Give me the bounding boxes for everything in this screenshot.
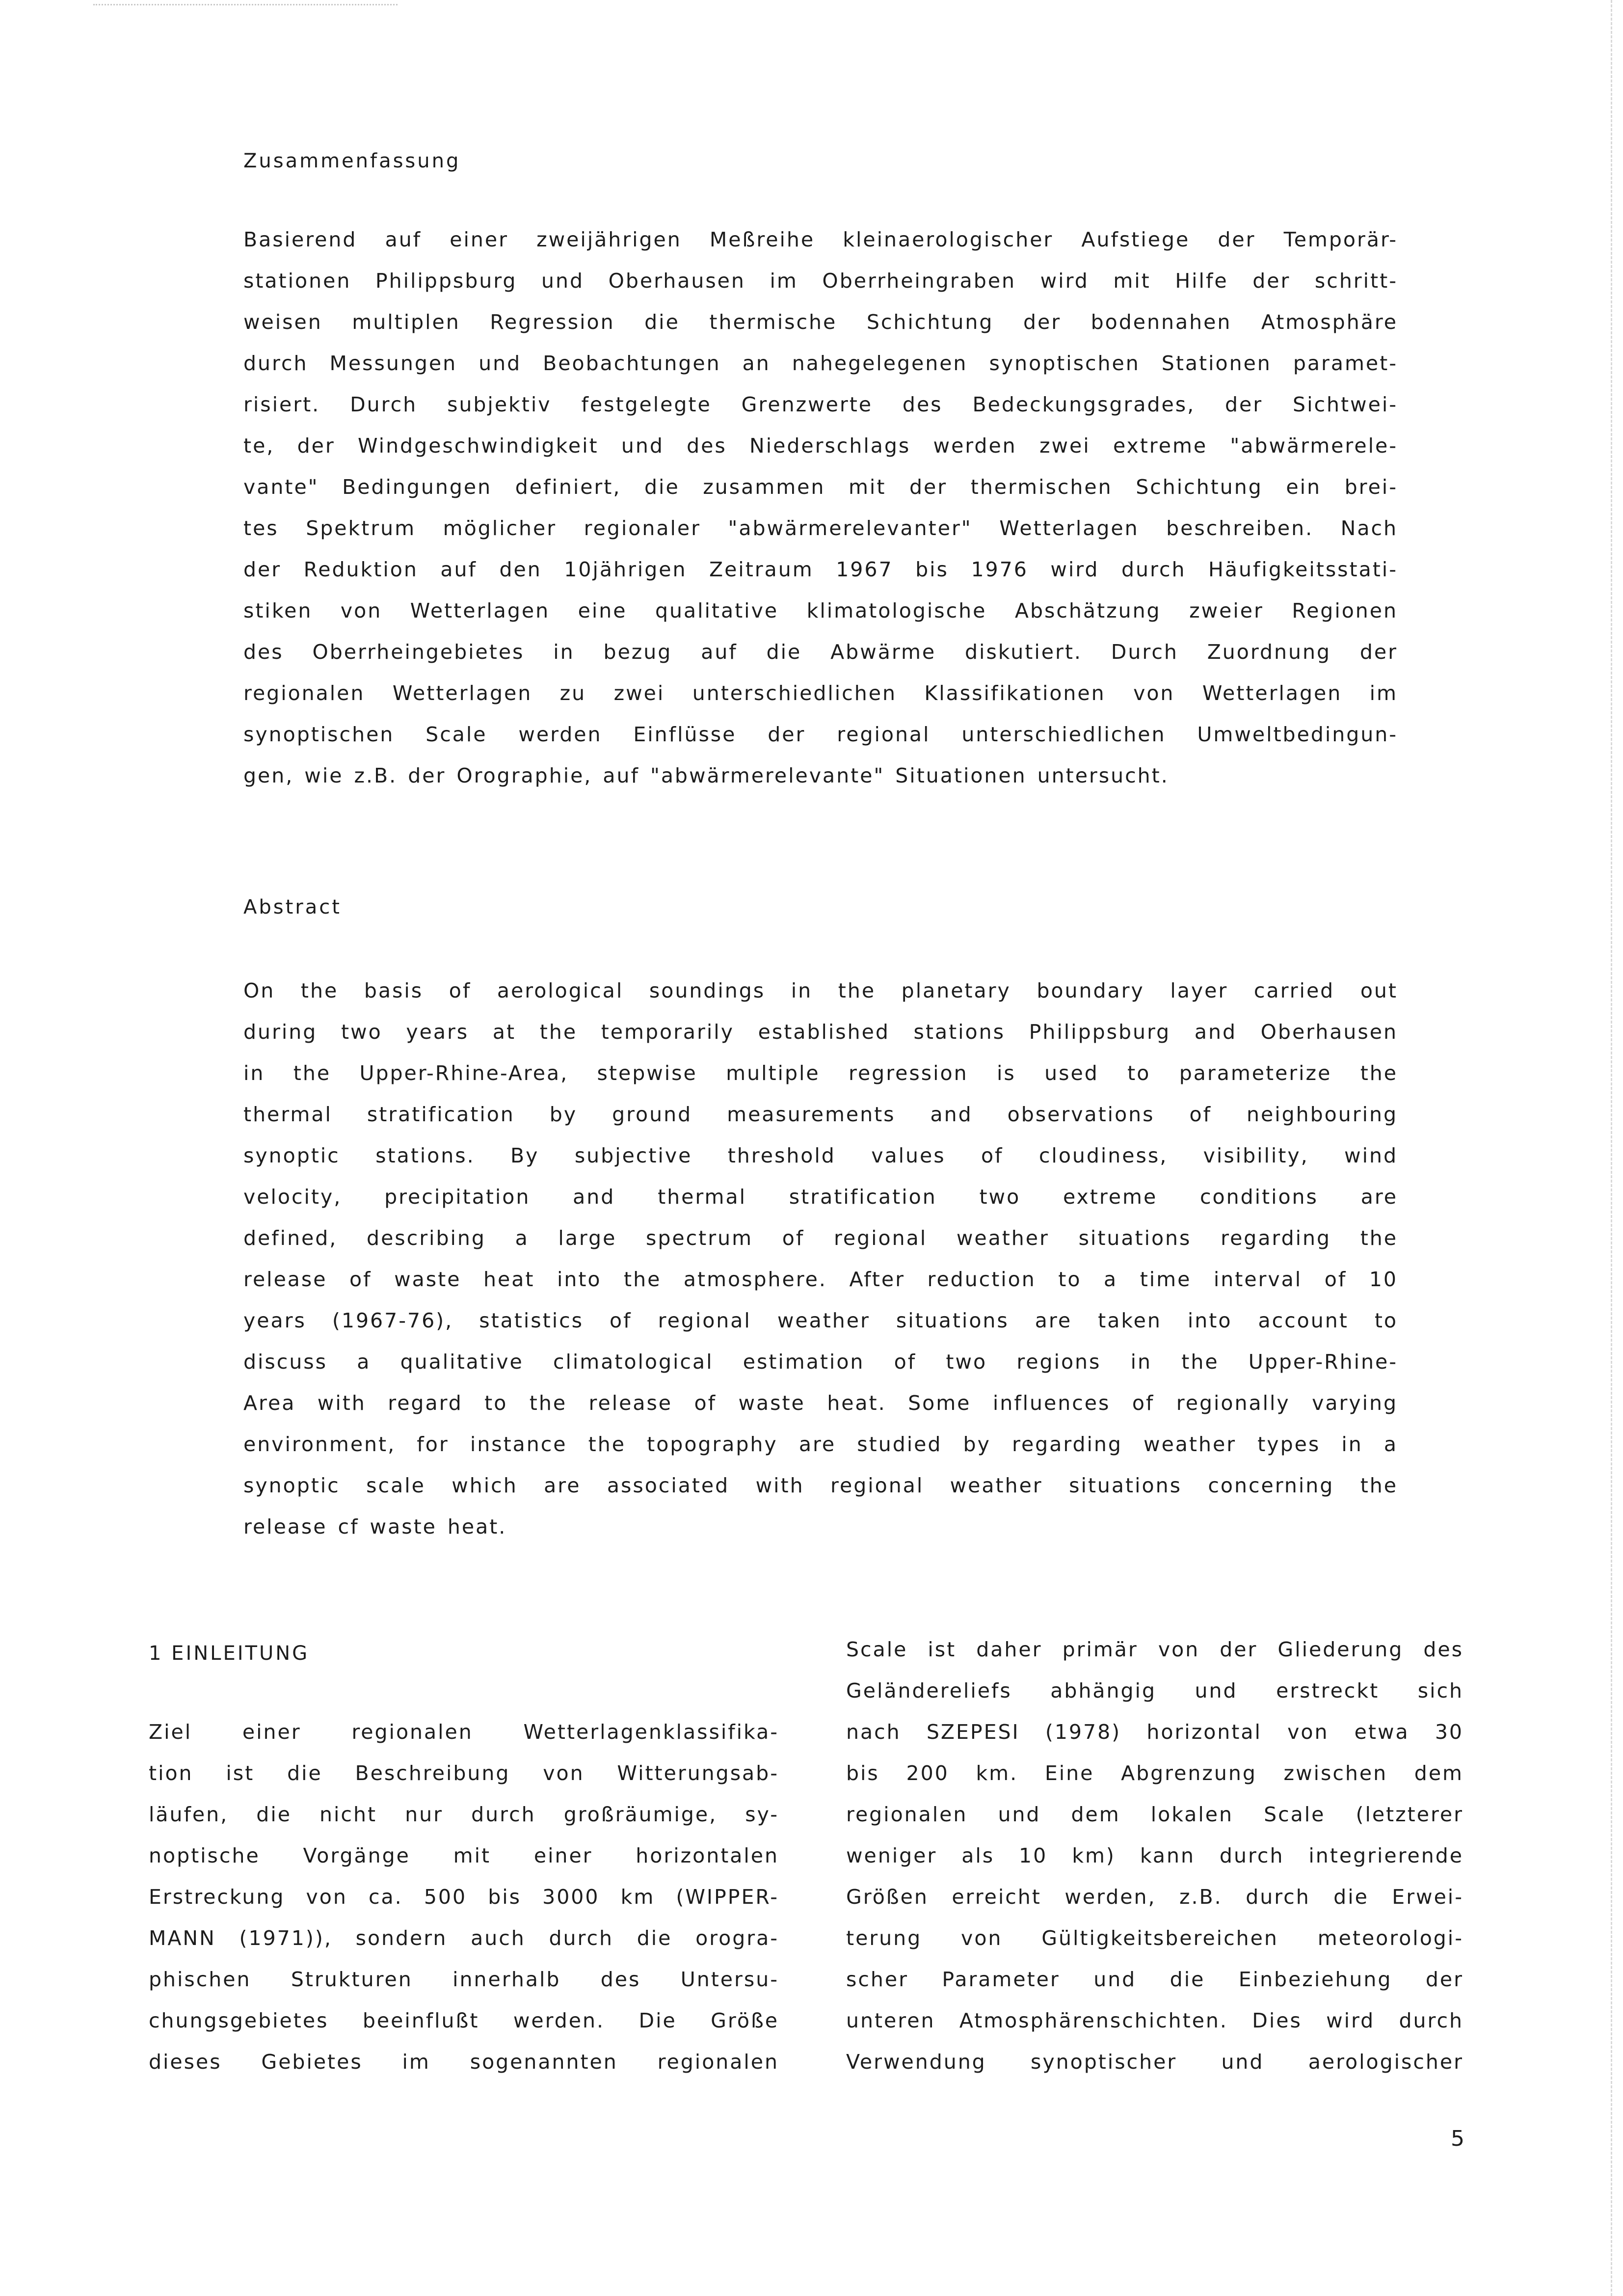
text-line: noptische Vorgänge mit einer horizontalen [149, 1844, 779, 1867]
text-line: Basierend auf einer zweijährigen Meßreihe kleinaerologischer Aufstiege der Temporär- [243, 228, 1398, 251]
text-line: environment, for instance the topography are studied by regarding weather types in a [243, 1432, 1398, 1456]
text-line: On the basis of aerological soundings in the planetary boundary layer carried out [243, 979, 1398, 1002]
text-line: synoptischen Scale werden Einflüsse der regional unterschiedlichen Umweltbedingun- [243, 723, 1398, 746]
text-line: Area with regard to the release of waste heat. Some influences of regionally varying [243, 1391, 1398, 1415]
text-line: in the Upper-Rhine-Area, stepwise multiple regression is used to parameterize the [243, 1061, 1398, 1085]
einleitung-right-column [846, 1629, 1463, 2082]
text-line: terung von Gültigkeitsbereichen meteorologi- [846, 1926, 1463, 1950]
text-line: tion ist die Beschreibung von Witterungsab- [149, 1761, 779, 1785]
text-line: stiken von Wetterlagen eine qualitative klimatologische Abschätzung zweier Regionen [243, 599, 1398, 622]
text-line: Geländereliefs abhängig und erstreckt sich [846, 1679, 1463, 1702]
text-line: years (1967-76), statistics of regional weather situations are taken into account to [243, 1309, 1398, 1332]
abstract-body [243, 970, 1398, 1547]
text-line: bis 200 km. Eine Abgrenzung zwischen dem [846, 1761, 1463, 1785]
zusammenfassung-body [243, 219, 1398, 796]
text-line: dieses Gebietes im sogenannten regionalen [149, 2050, 779, 2074]
text-line: tes Spektrum möglicher regionaler "abwärmerelevanter" Wetterlagen beschreiben. Nach [243, 516, 1398, 540]
abstract-heading: Abstract [243, 896, 342, 918]
text-line: release cf waste heat. [243, 1515, 507, 1539]
text-line: te, der Windgeschwindigkeit und des Niederschlags werden zwei extreme "abwärmerele- [243, 434, 1398, 458]
text-line: discuss a qualitative climatological estimation of two regions in the Upper-Rhine- [243, 1350, 1398, 1374]
text-line: velocity, precipitation and thermal stratification two extreme conditions are [243, 1185, 1398, 1209]
text-line: defined, describing a large spectrum of regional weather situations regarding the [243, 1226, 1398, 1250]
text-line: Ziel einer regionalen Wetterlagenklassifika- [149, 1720, 779, 1744]
text-line: release of waste heat into the atmosphere. After reduction to a time interval of 10 [243, 1268, 1398, 1291]
scan-artifact-top [93, 4, 398, 7]
text-line: läufen, die nicht nur durch großräumige, sy- [149, 1803, 779, 1826]
text-line: thermal stratification by ground measurements and observations of neighbouring [243, 1103, 1398, 1126]
text-line: Scale ist daher primär von der Gliederung des [846, 1638, 1463, 1661]
zusammenfassung-heading: Zusammenfassung [243, 150, 461, 172]
einleitung-left-column [149, 1711, 779, 2082]
text-line: regionalen und dem lokalen Scale (letzterer [846, 1803, 1463, 1826]
text-line: der Reduktion auf den 10jährigen Zeitraum 1967 bis 1976 wird durch Häufigkeitsstati- [243, 558, 1398, 581]
text-line: weniger als 10 km) kann durch integrierende [846, 1844, 1463, 1867]
text-line: nach SZEPESI (1978) horizontal von etwa 30 [846, 1720, 1463, 1744]
text-line: unteren Atmosphärenschichten. Dies wird durch [846, 2009, 1463, 2032]
text-line: vante" Bedingungen definiert, die zusammen mit der thermischen Schichtung ein brei- [243, 475, 1398, 499]
text-line: Verwendung synoptischer und aerologischer [846, 2050, 1463, 2074]
text-line: Erstreckung von ca. 500 bis 3000 km (WIPPER- [149, 1885, 779, 1909]
text-line: des Oberrheingebietes in bezug auf die Abwärme diskutiert. Durch Zuordnung der [243, 640, 1398, 664]
text-line: gen, wie z.B. der Orographie, auf "abwärmerelevante" Situationen untersucht. [243, 764, 1169, 787]
text-line: synoptic stations. By subjective threshold values of cloudiness, visibility, wind [243, 1144, 1398, 1167]
scan-artifact-right-edge [1611, 0, 1612, 2296]
text-line: risiert. Durch subjektiv festgelegte Grenzwerte des Bedeckungsgrades, der Sichtwei- [243, 393, 1398, 416]
text-line: weisen multiplen Regression die thermische Schichtung der bodennahen Atmosphäre [243, 310, 1398, 334]
text-line: during two years at the temporarily established stations Philippsburg and Oberhausen [243, 1020, 1398, 1044]
page-number: 5 [1451, 2126, 1464, 2151]
text-line: MANN (1971)), sondern auch durch die orogra- [149, 1926, 779, 1950]
text-line: Größen erreicht werden, z.B. durch die Erwei- [846, 1885, 1463, 1909]
text-line: stationen Philippsburg und Oberhausen im Oberrheingraben wird mit Hilfe der schritt- [243, 269, 1398, 293]
einleitung-heading: 1 EINLEITUNG [149, 1642, 310, 1665]
text-line: synoptic scale which are associated with regional weather situations concerning the [243, 1474, 1398, 1497]
text-line: phischen Strukturen innerhalb des Untersu- [149, 1968, 779, 1991]
text-line: durch Messungen und Beobachtungen an nahegelegenen synoptischen Stationen paramet- [243, 351, 1398, 375]
text-line: scher Parameter und die Einbeziehung der [846, 1968, 1463, 1991]
text-line: regionalen Wetterlagen zu zwei unterschiedlichen Klassifikationen von Wetterlagen im [243, 681, 1398, 705]
text-line: chungsgebietes beeinflußt werden. Die Größe [149, 2009, 779, 2032]
